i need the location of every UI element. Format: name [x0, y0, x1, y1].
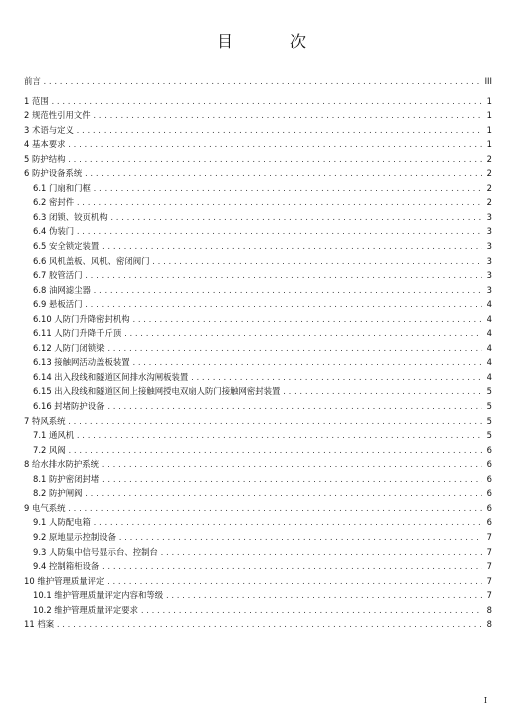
leader-dots [190, 371, 482, 386]
table-of-contents [24, 74, 492, 632]
leader-dots [84, 167, 482, 182]
toc-entry-page: 1 [486, 110, 492, 121]
toc-entry[interactable] [24, 166, 492, 181]
toc-entry-page: 7 [486, 531, 492, 542]
leader-dots [118, 531, 482, 546]
leader-dots [110, 211, 482, 226]
toc-entry-page: 2 [486, 153, 492, 164]
toc-entry-label: 8.2 防护闸阀 [33, 488, 83, 499]
toc-entry[interactable] [24, 283, 492, 298]
toc-entry-page: 4 [486, 371, 492, 382]
page-number: I [483, 696, 487, 705]
leader-dots [56, 618, 482, 633]
leader-dots [107, 400, 482, 415]
toc-entry[interactable] [24, 515, 492, 530]
toc-entry-label: 10.2 维护管理质量评定要求 [33, 604, 139, 615]
toc-entry-page: III [484, 76, 492, 86]
toc-entry[interactable] [24, 617, 492, 632]
toc-entry-page: 3 [486, 284, 492, 295]
leader-dots [93, 182, 482, 197]
toc-entry-label: 6.6 风机盖板、风机、密闭阀门 [33, 255, 150, 266]
leader-dots [93, 284, 482, 299]
toc-entry[interactable] [24, 559, 492, 574]
toc-entry-label: 7 特风系统 [24, 415, 66, 426]
toc-entry[interactable] [24, 486, 492, 501]
leader-dots [140, 604, 482, 619]
toc-entry-page: 3 [486, 270, 492, 281]
toc-entry-label: 6 防护设备系统 [24, 168, 83, 179]
toc-entry-label: 6.16 封堵防护设备 [33, 401, 105, 412]
toc-entry[interactable] [24, 137, 492, 152]
leader-dots [132, 313, 482, 328]
leader-dots [68, 138, 483, 153]
leader-dots [123, 327, 482, 342]
leader-dots [51, 95, 482, 110]
toc-entry[interactable] [24, 341, 492, 356]
toc-entry-label: 6.8 油网滤尘器 [33, 284, 91, 295]
toc-entry[interactable] [24, 399, 492, 414]
toc-entry-page: 7 [486, 561, 492, 572]
toc-entry-page: 8 [486, 619, 492, 630]
toc-entry[interactable] [24, 326, 492, 341]
toc-entry-page: 2 [486, 182, 492, 193]
toc-entry-page: 1 [486, 139, 492, 150]
leader-dots [76, 124, 482, 139]
toc-entry-page: 3 [486, 226, 492, 237]
toc-entry[interactable] [24, 501, 492, 516]
toc-entry-page: 4 [486, 328, 492, 339]
toc-entry[interactable] [24, 588, 492, 603]
toc-entry-label: 9.1 人防配电箱 [33, 517, 91, 528]
toc-entry[interactable] [24, 414, 492, 429]
toc-entry-page: 5 [486, 430, 492, 441]
toc-entry-label: 9.3 人防集中信号显示台、控制台 [33, 546, 158, 557]
toc-entry-label: 3 术语与定义 [24, 124, 74, 135]
leader-dots [84, 487, 482, 502]
toc-entry[interactable] [24, 355, 492, 370]
toc-entry-label: 6.15 出入段线和隧道区间上接触网授电双扇人防门接触网密封装置 [33, 386, 281, 397]
toc-entry[interactable] [24, 428, 492, 443]
toc-entry[interactable] [24, 472, 492, 487]
toc-entry-page: 4 [486, 313, 492, 324]
toc-entry-page: 8 [486, 604, 492, 615]
toc-entry-page: 6 [486, 502, 492, 513]
toc-entry[interactable] [24, 384, 492, 399]
leader-dots [160, 546, 482, 561]
toc-entry[interactable] [24, 574, 492, 589]
leader-dots [84, 298, 482, 313]
toc-entry-label: 4 基本要求 [24, 139, 66, 150]
toc-entry-label: 6.4 伪装门 [33, 226, 75, 237]
toc-entry-page: 3 [486, 255, 492, 266]
toc-entry-label: 10 维护管理质量评定 [24, 575, 105, 586]
toc-entry-page: 1 [486, 95, 492, 106]
leader-dots [68, 502, 483, 517]
toc-entry-label: 6.3 闭锁、铰页机构 [33, 211, 108, 222]
leader-dots [43, 75, 482, 90]
toc-entry-label: 6.10 人防门升降密封机构 [33, 313, 130, 324]
leader-dots [101, 473, 482, 488]
toc-entry-label: 1 范围 [24, 95, 49, 106]
toc-entry[interactable] [24, 297, 492, 312]
toc-entry[interactable] [24, 108, 492, 123]
toc-entry[interactable] [24, 254, 492, 269]
toc-entry-page: 4 [486, 357, 492, 368]
toc-entry-page: 5 [486, 415, 492, 426]
toc-entry-label: 8.1 防护密闭封堵 [33, 473, 100, 484]
toc-entry-page: 2 [486, 197, 492, 208]
toc-entry-page: 1 [486, 124, 492, 135]
toc-entry[interactable] [24, 152, 492, 167]
toc-entry-label: 6.14 出入段线和隧道区间排水沟闸板装置 [33, 371, 189, 382]
toc-entry[interactable] [24, 530, 492, 545]
toc-entry-page: 7 [486, 575, 492, 586]
toc-entry-label: 10.1 维护管理质量评定内容和等级 [33, 590, 164, 601]
toc-entry-label: 7.2 风阀 [33, 444, 66, 455]
toc-entry-page: 7 [486, 590, 492, 601]
toc-entry-label: 6.11 人防门升降千斤顶 [33, 328, 122, 339]
toc-entry-page: 2 [486, 168, 492, 179]
toc-entry-page: 5 [486, 386, 492, 397]
toc-entry[interactable] [24, 210, 492, 225]
toc-entry-page: 7 [486, 546, 492, 557]
leader-dots [93, 109, 482, 124]
toc-entry[interactable] [24, 312, 492, 327]
toc-entry-page: 6 [486, 444, 492, 455]
toc-entry-label: 前言 [24, 76, 41, 86]
leader-dots [76, 429, 482, 444]
toc-entry-label: 2 规范性引用文件 [24, 110, 91, 121]
toc-entry-label: 6.9 悬板活门 [33, 299, 83, 310]
leader-dots [76, 196, 482, 211]
toc-entry-label: 6.1 门扇和门框 [33, 182, 91, 193]
toc-entry-label: 6.7 胶管活门 [33, 270, 83, 281]
leader-dots [151, 255, 482, 270]
toc-entry[interactable] [24, 545, 492, 560]
leader-dots [101, 560, 482, 575]
toc-entry-page: 4 [486, 299, 492, 310]
leader-dots [68, 415, 483, 430]
toc-entry[interactable] [24, 239, 492, 254]
toc-entry-label: 8 给水排水防护系统 [24, 459, 99, 470]
leader-dots [282, 385, 482, 400]
toc-entry-label: 11 档案 [24, 619, 55, 630]
leader-dots [165, 589, 482, 604]
toc-entry-page: 4 [486, 342, 492, 353]
page-title: 目 次 [216, 32, 333, 51]
toc-entry-label: 6.13 接触网活动盖板装置 [33, 357, 130, 368]
toc-entry-label: 9.2 原地显示控制设备 [33, 531, 116, 542]
leader-dots [106, 575, 482, 590]
toc-entry[interactable] [24, 94, 492, 109]
toc-entry[interactable] [24, 74, 492, 89]
toc-entry[interactable] [24, 457, 492, 472]
toc-entry-page: 3 [486, 211, 492, 222]
toc-entry[interactable] [24, 603, 492, 618]
toc-entry-page: 6 [486, 488, 492, 499]
toc-entry[interactable] [24, 123, 492, 138]
leader-dots [76, 225, 482, 240]
toc-entry-label: 6.5 安全锁定装置 [33, 241, 100, 252]
leader-dots [101, 458, 482, 473]
leader-dots [68, 444, 482, 459]
toc-entry-label: 9 电气系统 [24, 502, 66, 513]
toc-entry-label: 7.1 通风机 [33, 430, 75, 441]
toc-entry-page: 6 [486, 473, 492, 484]
toc-entry-page: 6 [486, 459, 492, 470]
toc-entry[interactable] [24, 370, 492, 385]
toc-entry[interactable] [24, 195, 492, 210]
toc-entry[interactable] [24, 181, 492, 196]
toc-entry-page: 6 [486, 517, 492, 528]
toc-entry-page: 3 [486, 241, 492, 252]
toc-entry-label: 5 防护结构 [24, 153, 66, 164]
toc-entry-page: 5 [486, 401, 492, 412]
toc-entry-label: 9.4 控制箱柜设备 [33, 561, 100, 572]
toc-entry-label: 6.2 密封件 [33, 197, 75, 208]
leader-dots [93, 516, 482, 531]
leader-dots [132, 356, 482, 371]
leader-dots [101, 240, 482, 255]
leader-dots [68, 153, 483, 168]
toc-entry[interactable] [24, 224, 492, 239]
toc-entry-label: 6.12 人防门闭锁梁 [33, 342, 105, 353]
leader-dots [84, 269, 482, 284]
toc-entry[interactable] [24, 268, 492, 283]
toc-entry[interactable] [24, 443, 492, 458]
leader-dots [107, 342, 482, 357]
